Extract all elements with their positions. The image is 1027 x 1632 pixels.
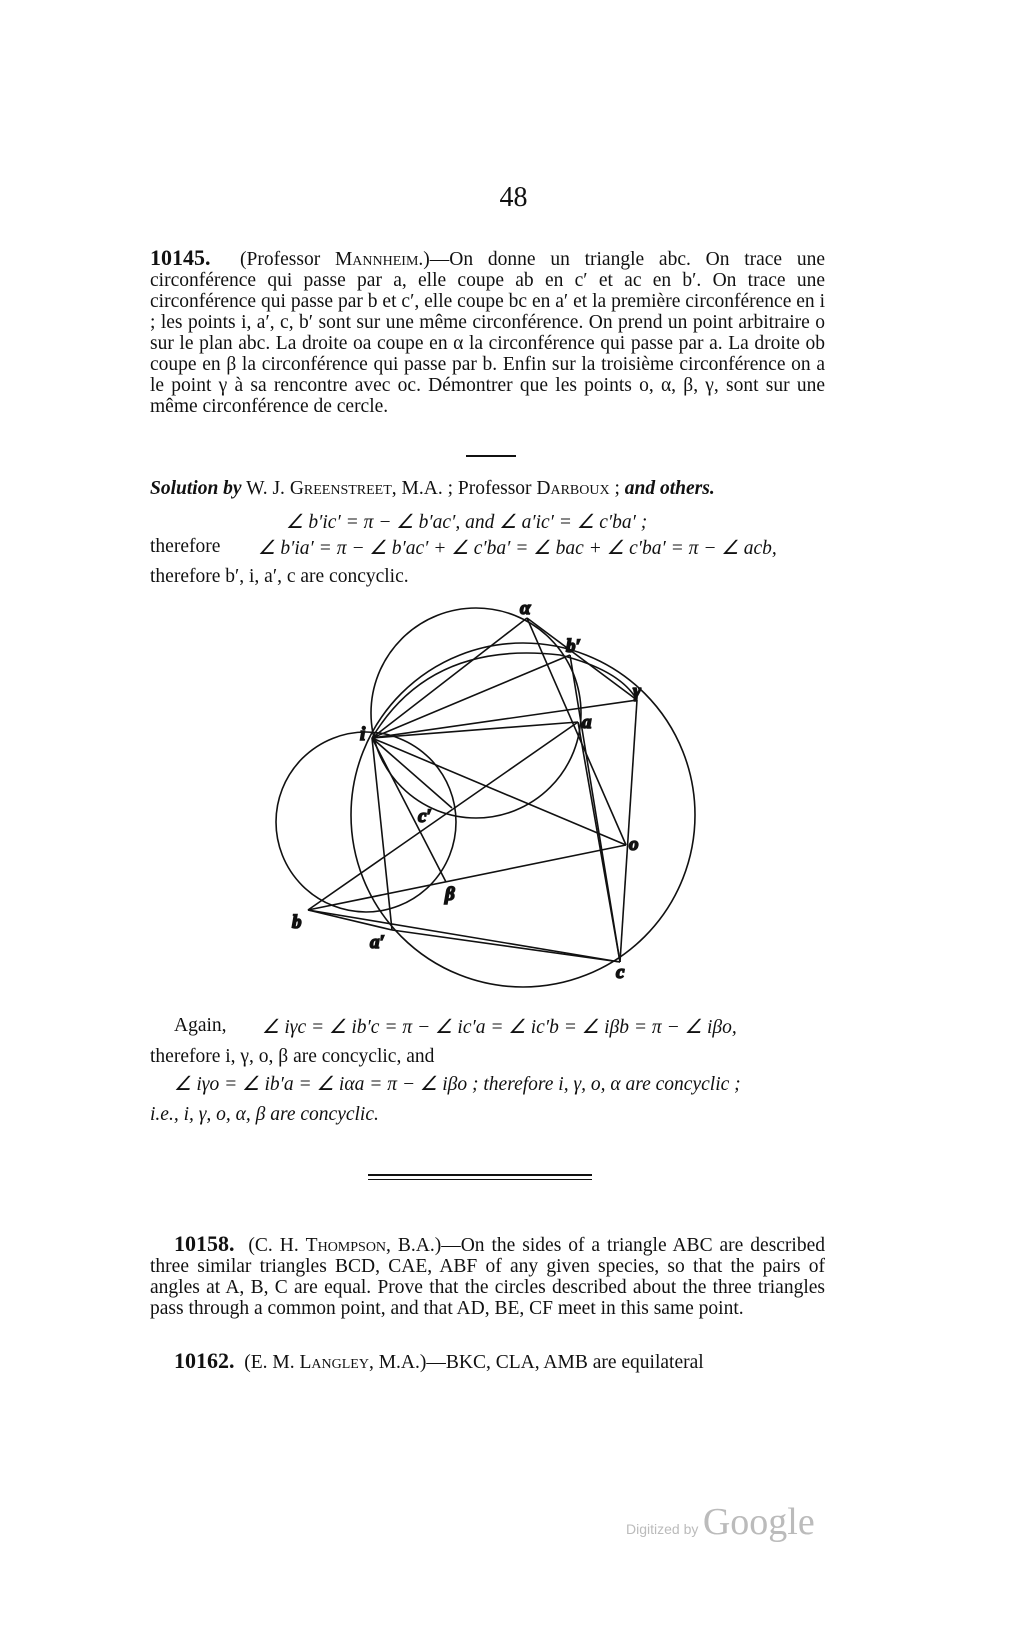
watermark-logo: Google [702,1501,815,1543]
label-c-prime: c′ [418,806,432,827]
question-text: On the sides of a triangle ABC are described three similar triangles BCD, CAE, ABF of any given species, so that the pairs of angles at A, B, C are equal. Prove that the circles described about the three triangles pass through a common point, and that AD, BE, CF meet in this same point. [150,1235,826,1319]
question-10162 [150,1350,825,1373]
byline-text: ; [609,478,625,499]
equation-2-label: therefore [150,536,221,557]
question-number: 10145. [150,245,211,270]
watermark-small: Digitized by [626,1521,699,1537]
author-close: , B.A.)— [386,1235,461,1256]
label-gamma: γ [633,681,641,702]
byline-text: and others. [624,478,715,499]
construction-lines [308,618,637,962]
label-i: i [360,724,366,745]
equation-6: ∠ iγo = ∠ ib′a = ∠ iαa = π − ∠ iβo ; therefore i, γ, o, α are concyclic ; [174,1074,741,1095]
conclusion-3: i.e., i, γ, o, α, β are concyclic. [150,1104,379,1125]
author-open: (C. H. [248,1235,306,1256]
label-o: o [629,834,639,855]
label-b: b [292,912,302,933]
author-close: .)— [418,249,450,270]
digitized-by-google-watermark [626,1500,815,1544]
byline-text: Solution by [150,478,242,499]
byline-text: W. J. [241,478,290,499]
circle-iγoβα-arc [372,653,637,738]
page-number: 48 [499,182,528,213]
equation-4: ∠ iγc = ∠ ib′c = π − ∠ ic′a = ∠ ic′b = ∠ iβb = π − ∠ iβo, [262,1017,737,1038]
label-c: c [616,962,625,983]
question-number: 10158. [174,1231,235,1256]
circle-ib'ca' [351,643,695,987]
solver-name: Greenstreet [289,478,392,499]
question-text: BKC, CLA, AMB are equilateral [445,1352,704,1373]
question-text: On donne un triangle abc. On trace une circonférence qui passe par a, elle coupe ab en c′ et ac en b′. On trace une circonférence qui passe par b et c′, elle coupe bc en a′ et la première circonférence en i ; les points i, a′, c, b′ sont sur une même circonférence. On prend un point arbitraire o sur le plan abc. La droite oa coupe en α la circonférence qui passe par a. La droite ob coupe en β la circonférence qui passe par b. Enfin sur la troisième circonférence on a le point γ à sa rencontre avec oc. Démontrer que les points o, α, β, γ, sont sur une même circonférence de cercle. [150,249,826,417]
label-beta: β [445,884,455,905]
label-b-prime: b′ [566,636,581,657]
section-divider [368,1179,592,1180]
conclusion-2: therefore i, γ, o, β are concyclic, and [150,1046,435,1067]
equation-1: ∠ b′ic′ = π − ∠ b′ac′, and ∠ a′ic′ = ∠ c′ba′ ; [286,512,648,533]
author-open: (E. M. [244,1352,300,1373]
question-10158 [150,1233,825,1319]
label-alpha: α [520,598,531,619]
author-close: , M.A.)— [368,1352,446,1373]
author: Langley [299,1352,369,1373]
author-open: (Professor [240,249,335,270]
conclusion-1: therefore b′, i, a′, c are concyclic. [150,566,409,587]
label-a-prime: a′ [370,932,385,953]
author: Thompson [305,1235,387,1256]
equation-2: ∠ b′ia′ = π − ∠ b′ac′ + ∠ c′ba′ = ∠ bac + ∠ c′ba′ = π − ∠ acb, [258,538,777,559]
question-number: 10162. [174,1348,235,1373]
label-a: a [582,712,592,733]
author: Mannheim [334,249,419,270]
again-label: Again, [174,1015,227,1036]
solver-name: Darboux [536,478,610,499]
byline-text: , M.A. ; Professor [391,478,537,499]
section-divider [368,1174,592,1176]
